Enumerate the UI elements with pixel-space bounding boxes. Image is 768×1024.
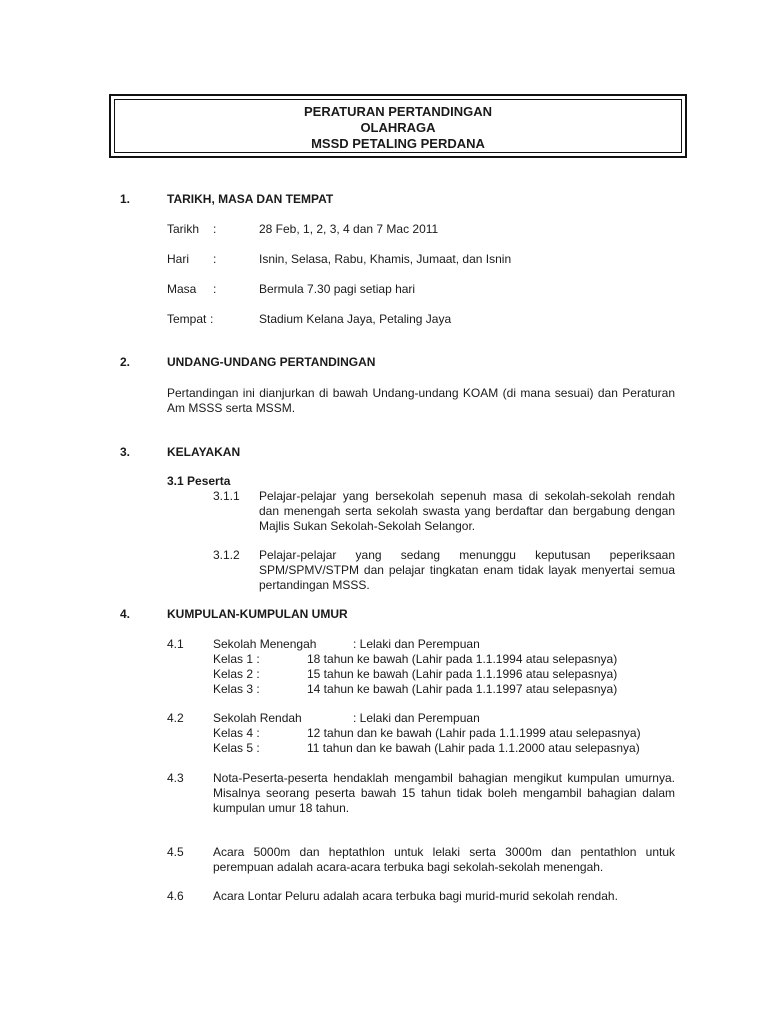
- kelas-2-desc: 15 tahun ke bawah (Lahir pada 1.1.1996 atau selepasnya): [307, 667, 618, 681]
- kelas-4-desc: 12 tahun dan ke bawah (Lahir pada 1.1.1999 atau selepasnya): [307, 726, 641, 740]
- item-4-2-school: Sekolah Rendah: [213, 711, 302, 725]
- section-2-heading: UNDANG-UNDANG PERTANDINGAN: [167, 355, 376, 369]
- tempat-value: Stadium Kelana Jaya, Petaling Jaya: [259, 312, 452, 326]
- hari-label: Hari: [167, 252, 190, 266]
- item-4-3-text: Nota-Peserta-peserta hendaklah mengambil bahagian mengikut kumpulan umurnya. Misalnya seorang peserta bawah 15 tahun tidak boleh mengambil bahagian dalam kumpulan umur 18 tahun.: [213, 771, 675, 815]
- item-4-2-gender: : Lelaki dan Perempuan: [353, 711, 480, 725]
- tarikh-value: 28 Feb, 1, 2, 3, 4 dan 7 Mac 2011: [259, 222, 439, 236]
- masa-label: Masa: [167, 282, 197, 296]
- section-4-number: 4.: [120, 607, 131, 621]
- section-4-heading: KUMPULAN-KUMPULAN UMUR: [167, 607, 348, 621]
- item-4-3-number: 4.3: [167, 771, 184, 785]
- kelas-3-desc: 14 tahun ke bawah (Lahir pada 1.1.1997 atau selepasnya): [307, 682, 618, 696]
- document-title-line-3: MSSD PETALING PERDANA: [311, 136, 485, 151]
- document-title-line-1: PERATURAN PERTANDINGAN: [303, 104, 493, 119]
- section-2-number: 2.: [120, 355, 131, 369]
- title-inner-border: [114, 99, 682, 153]
- tempat-label: Tempat: [167, 312, 207, 326]
- item-4-6-text: Acara Lontar Peluru adalah acara terbuka bagi murid-murid sekolah rendah.: [213, 889, 618, 903]
- section-1-number: 1.: [120, 192, 131, 206]
- tempat-separator: :: [210, 312, 214, 326]
- section-2-paragraph: Pertandingan ini dianjurkan di bawah Undang-undang KOAM (di mana sesuai) dan Peraturan Am MSSS serta MSSM.: [167, 386, 675, 415]
- item-4-6-number: 4.6: [167, 889, 184, 903]
- kelas-5-desc: 11 tahun dan ke bawah (Lahir pada 1.1.2000 atau selepasnya): [307, 741, 640, 755]
- subsection-3-1-heading: 3.1 Peserta: [167, 474, 231, 488]
- item-4-5-number: 4.5: [167, 845, 184, 859]
- kelas-4-label: Kelas 4 :: [213, 726, 260, 740]
- item-3-1-2-number: 3.1.2: [213, 548, 240, 562]
- kelas-5-label: Kelas 5 :: [213, 741, 260, 755]
- item-4-5-text: Acara 5000m dan heptathlon untuk lelaki serta 3000m dan pentathlon untuk perempuan adalah acara-acara terbuka bagi sekolah-sekolah menengah.: [213, 845, 675, 874]
- item-4-2-number: 4.2: [167, 711, 184, 725]
- item-4-1-gender: : Lelaki dan Perempuan: [353, 637, 480, 651]
- kelas-1-label: Kelas 1 :: [213, 652, 260, 666]
- tarikh-separator: :: [213, 222, 217, 236]
- item-3-1-1-text: Pelajar-pelajar yang bersekolah sepenuh masa di sekolah-sekolah rendah dan menengah serta sekolah swasta yang berdaftar dan bergabung dengan Majlis Sukan Sekolah-Sekolah Selangor.: [259, 489, 675, 533]
- item-4-1-school: Sekolah Menengah: [213, 637, 317, 651]
- document-title-line-2: OLAHRAGA: [360, 120, 436, 135]
- section-3-heading: KELAYAKAN: [167, 445, 241, 459]
- hari-separator: :: [213, 252, 217, 266]
- masa-separator: :: [213, 282, 217, 296]
- kelas-1-desc: 18 tahun ke bawah (Lahir pada 1.1.1994 atau selepasnya): [307, 652, 618, 666]
- section-3-number: 3.: [120, 445, 131, 459]
- item-3-1-2-text: Pelajar-pelajar yang sedang menunggu keputusan peperiksaan SPM/SPMV/STPM dan pelajar tingkatan enam tidak layak menyertai semua pertandingan MSSS.: [259, 548, 675, 592]
- item-4-1-number: 4.1: [167, 637, 184, 651]
- hari-value: Isnin, Selasa, Rabu, Khamis, Jumaat, dan Isnin: [259, 252, 512, 266]
- tarikh-label: Tarikh: [167, 222, 200, 236]
- title-box: [109, 94, 687, 158]
- masa-value: Bermula 7.30 pagi setiap hari: [259, 282, 416, 296]
- kelas-3-label: Kelas 3 :: [213, 682, 260, 696]
- kelas-2-label: Kelas 2 :: [213, 667, 260, 681]
- section-1-heading: TARIKH, MASA DAN TEMPAT: [167, 192, 334, 206]
- item-3-1-1-number: 3.1.1: [213, 489, 240, 503]
